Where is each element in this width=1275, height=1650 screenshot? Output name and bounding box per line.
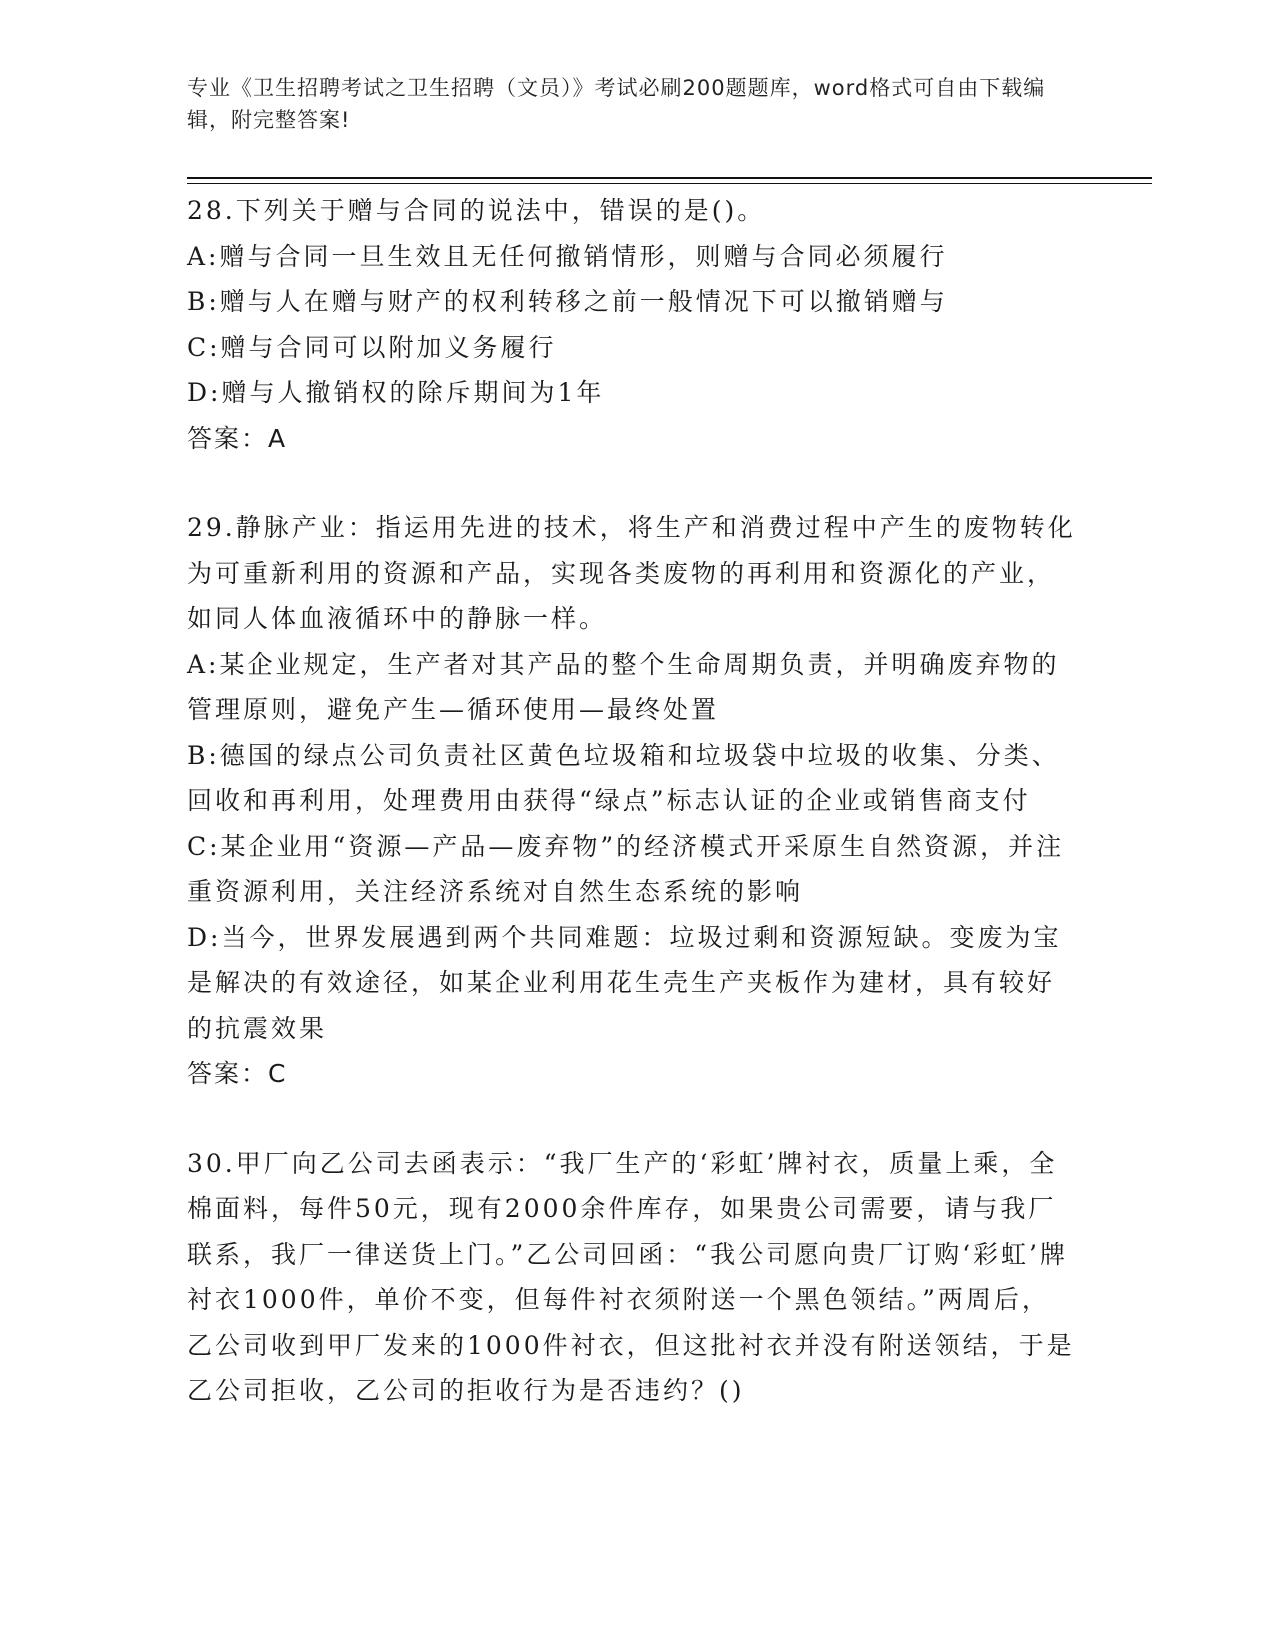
option-d: D:赠与人撤销权的除斥期间为1年	[187, 378, 605, 407]
question-stem: 28.下列关于赠与合同的说法中，错误的是()。	[187, 196, 766, 225]
question-30	[187, 1141, 1077, 1414]
page-header: 专业《卫生招聘考试之卫生招聘（文员）》考试必刷200题题库，word格式可自由下载编辑，附完整答案!	[187, 76, 1046, 132]
header-divider-thick	[187, 177, 1152, 179]
question-stem: 29.静脉产业：指运用先进的技术，将生产和消费过程中产生的废物转化为可重新利用的资源和产品，实现各类废物的再利用和资源化的产业，如同人体血液循环中的静脉一样。	[187, 513, 1076, 633]
answer-label: 答案：C	[187, 1059, 288, 1088]
question-28	[187, 188, 1077, 461]
option-d: D:当今，世界发展遇到两个共同难题：垃圾过剩和资源短缺。变废为宝是解决的有效途径，如某企业利用花生壳生产夹板作为建材，具有较好的抗震效果	[187, 922, 1062, 1043]
question-list	[187, 188, 1077, 1414]
option-a: A:某企业规定，生产者对其产品的整个生命周期负责，并明确废弃物的管理原则，避免产生—循环使用—最终处置	[187, 649, 1060, 724]
option-b: B:德国的绿点公司负责社区黄色垃圾箱和垃圾袋中垃圾的收集、分类、回收和再利用，处理费用由获得“绿点”标志认证的企业或销售商支付	[187, 740, 1060, 815]
question-29	[187, 505, 1077, 1097]
question-stem: 30.甲厂向乙公司去函表示：“我厂生产的‘彩虹’牌衬衣，质量上乘，全棉面料，每件50元，现有2000余件库存，如果贵公司需要，请与我厂联系，我厂一律送货上门。”乙公司回函：“我公司愿向贵厂订购‘彩虹’牌衬衣1000件，单价不变，但每件衬衣须附送一个黑色领结。”两周后，乙公司收到甲厂发来的1000件衬衣，但这批衬衣并没有附送领结，于是乙公司拒收，乙公司的拒收行为是否违约？()	[187, 1148, 1075, 1405]
header-divider-thin	[187, 183, 1152, 184]
option-c: C:某企业用“资源—产品—废弃物”的经济模式开采原生自然资源，并注重资源利用，关注经济系统对自然生态系统的影响	[187, 831, 1065, 906]
option-a: A:赠与合同一旦生效且无任何撤销情形，则赠与合同必须履行	[187, 241, 948, 271]
answer-label: 答案：A	[187, 423, 288, 453]
option-c: C:赠与合同可以附加义务履行	[187, 332, 557, 362]
option-b: B:赠与人在赠与财产的权利转移之前一般情况下可以撤销赠与	[187, 287, 948, 316]
